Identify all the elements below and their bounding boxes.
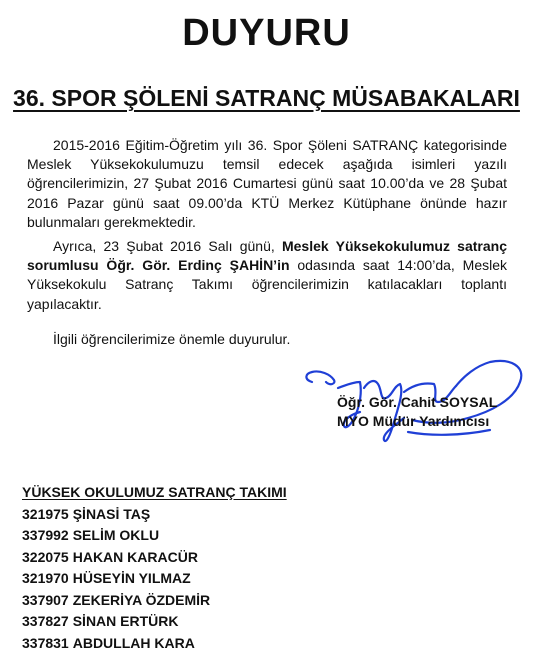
signatory-name: Öğr. Gör. Cahit SOYSAL <box>337 394 498 410</box>
signatory-block <box>337 393 497 431</box>
paragraph-schedule: 2015-2016 Eğitim-Öğretim yılı 36. Spor Şöleni SATRANÇ kategorisinde Meslek Yüksekokulumuzu temsil edecek aşağıda isimleri yazılı öğrencilerimizin, 27 Şubat 2016 Cumartesi günü saat 10.00’da ve 28 Şubat 2016 Pazar günü saat 09.00’da KTÜ Merkez Kütüphane önünde hazır bulunmaları gerekmektedir. <box>27 137 507 230</box>
subtitle-text: 36. SPOR ŞÖLENİ SATRANÇ MÜSABAKALARI <box>13 85 520 111</box>
student-name: SELİM OKLU <box>72 527 160 543</box>
student-name: SİNAN ERTÜRK <box>72 613 179 629</box>
student-number: 337827 <box>22 613 69 629</box>
student-number: 337831 <box>22 634 69 651</box>
list-item <box>22 633 287 654</box>
team-heading: YÜKSEK OKULUMUZ SATRANÇ TAKIMI <box>22 484 287 500</box>
list-item <box>22 611 287 633</box>
paragraph-closing: İlgili öğrencilerimize önemle duyurulur. <box>53 331 291 347</box>
list-item <box>22 568 287 590</box>
student-name: HÜSEYİN YILMAZ <box>72 570 191 586</box>
announcement-body <box>27 136 507 232</box>
meeting-responsible: Meslek Yüksekokulumuz satranç sorumlusu Öğr. Gör. Erdinç ŞAHİN’in <box>27 238 507 274</box>
student-number: 321975 <box>22 505 69 522</box>
team-list <box>22 482 287 654</box>
student-name: ŞİNASİ TAŞ <box>72 505 151 522</box>
student-name: HAKAN KARACÜR <box>72 548 198 565</box>
student-number: 321970 <box>22 570 69 586</box>
announcement-subtitle <box>0 84 533 112</box>
page-title: DUYURU <box>182 12 351 54</box>
meeting-intro: Ayrıca, 23 Şubat 2016 Salı günü, <box>53 238 282 254</box>
list-item <box>22 547 287 569</box>
list-item <box>22 504 287 526</box>
student-name: ZEKERİYA ÖZDEMİR <box>72 591 211 608</box>
student-name: ABDULLAH KARA <box>72 634 195 651</box>
student-number: 337907 <box>22 591 69 608</box>
paragraph-meeting <box>27 237 507 314</box>
meeting-details: odasında saat 14:00’da, Meslek Yüksekokulu Satranç Takımı öğrencilerimizin katılacakları toplantı yapılacaktır. <box>27 257 508 312</box>
list-item <box>22 590 287 612</box>
announcement-body-closing <box>27 330 507 349</box>
list-item <box>22 525 287 547</box>
student-number: 322075 <box>22 548 69 565</box>
student-number: 337992 <box>22 527 69 543</box>
signatory-role: MYO Müdür Yardımcısı <box>337 413 490 429</box>
announcement-body-meeting <box>27 237 507 314</box>
